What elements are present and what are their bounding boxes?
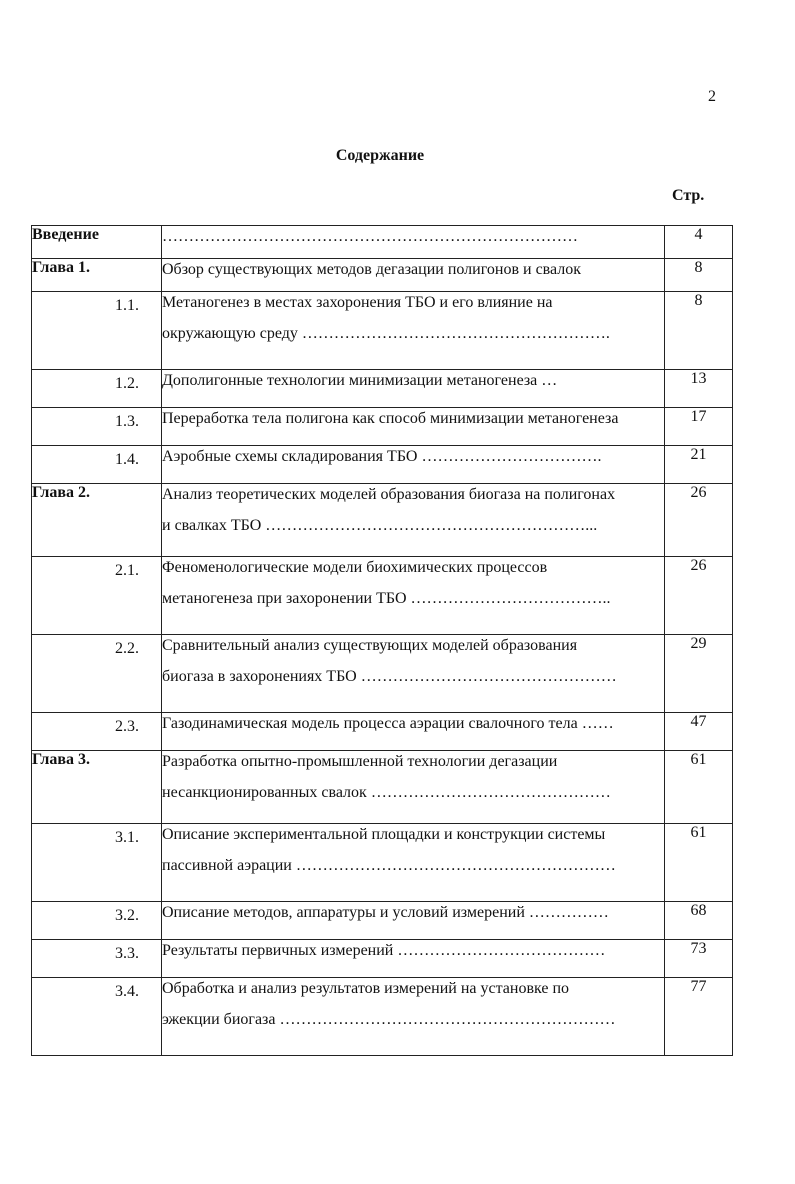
table-row — [32, 635, 733, 713]
section-title-line: Обработка и анализ результатов измерений на установке по — [162, 980, 570, 997]
table-row — [32, 940, 733, 978]
section-title — [162, 226, 665, 259]
section-title-line: Газодинамическая модель процесса аэрации свалочного тела …… — [162, 715, 614, 732]
section-title — [162, 259, 665, 292]
section-number: 1.4. — [32, 446, 162, 484]
section-title — [162, 902, 665, 940]
section-title-line: Описание экспериментальной площадки и конструкции системы — [162, 826, 606, 843]
table-row — [32, 370, 733, 408]
table-row — [32, 824, 733, 902]
section-page-number: 8 — [665, 259, 733, 292]
section-page-number: 61 — [665, 824, 733, 902]
table-row — [32, 713, 733, 751]
section-page-number: 4 — [665, 226, 733, 259]
section-number: 2.1. — [32, 557, 162, 635]
section-title — [162, 484, 665, 557]
section-title-line: Феноменологические модели биохимических процессов — [162, 559, 548, 576]
section-number: Глава 2. — [32, 484, 162, 557]
table-row — [32, 751, 733, 824]
section-page-number: 29 — [665, 635, 733, 713]
section-number: 1.1. — [32, 292, 162, 370]
section-title-line: Метаногенез в местах захоронения ТБО и его влияние на — [162, 294, 553, 311]
section-title — [162, 824, 665, 902]
table-row — [32, 259, 733, 292]
table-of-contents — [31, 225, 733, 1056]
page-title: Содержание — [335, 147, 425, 164]
section-number: 3.3. — [32, 940, 162, 978]
section-page-number: 13 — [665, 370, 733, 408]
section-page-number: 8 — [665, 292, 733, 370]
section-title-line: Результаты первичных измерений ………………………………… — [162, 942, 606, 959]
section-number: 3.4. — [32, 978, 162, 1056]
section-title — [162, 408, 665, 446]
section-number: Глава 3. — [32, 751, 162, 824]
section-title-line: пассивной аэрации …………………………………………………… — [162, 857, 616, 874]
section-number: Введение — [32, 226, 162, 259]
section-title — [162, 557, 665, 635]
section-title-line: Описание методов, аппаратуры и условий измерений …………… — [162, 904, 609, 921]
section-page-number: 61 — [665, 751, 733, 824]
table-row — [32, 292, 733, 370]
section-number: 1.3. — [32, 408, 162, 446]
section-page-number: 17 — [665, 408, 733, 446]
section-title-line: Анализ теоретических моделей образования биогаза на полигонах — [162, 486, 616, 503]
section-number: 2.2. — [32, 635, 162, 713]
section-page-number: 77 — [665, 978, 733, 1056]
section-title — [162, 940, 665, 978]
section-title-line: Обзор существующих методов дегазации полигонов и свалок — [162, 261, 582, 278]
section-title-line: Сравнительный анализ существующих моделей образования — [162, 637, 578, 654]
section-title-line: биогаза в захоронениях ТБО ………………………………………… — [162, 668, 617, 685]
section-title-line: Аэробные схемы складирования ТБО ……………………………. — [162, 448, 602, 465]
section-title-line: …………………………………………………………………… — [162, 228, 578, 245]
table-row — [32, 978, 733, 1056]
table-row — [32, 484, 733, 557]
section-title — [162, 751, 665, 824]
section-title-line: несанкционированных свалок ……………………………………… — [162, 784, 611, 801]
section-title — [162, 370, 665, 408]
table-row — [32, 226, 733, 259]
section-title-line: Разработка опытно-промышленной технологии дегазации — [162, 753, 558, 770]
section-number: Глава 1. — [32, 259, 162, 292]
section-page-number: 68 — [665, 902, 733, 940]
section-title — [162, 978, 665, 1056]
table-row — [32, 902, 733, 940]
section-page-number: 26 — [665, 484, 733, 557]
page-number: 2 — [708, 88, 716, 105]
table-row — [32, 557, 733, 635]
section-page-number: 26 — [665, 557, 733, 635]
section-number: 3.1. — [32, 824, 162, 902]
section-title — [162, 292, 665, 370]
table-row — [32, 408, 733, 446]
section-number: 2.3. — [32, 713, 162, 751]
section-page-number: 21 — [665, 446, 733, 484]
section-page-number: 73 — [665, 940, 733, 978]
section-number: 1.2. — [32, 370, 162, 408]
section-title — [162, 635, 665, 713]
section-title — [162, 446, 665, 484]
section-title — [162, 713, 665, 751]
section-title-line: эжекции биогаза ……………………………………………………… — [162, 1011, 616, 1028]
section-title-line: Переработка тела полигона как способ минимизации метаногенеза — [162, 410, 619, 427]
section-page-number: 47 — [665, 713, 733, 751]
page-column-label: Стр. — [672, 187, 705, 204]
section-title-line: и свалках ТБО ……………………………………………………... — [162, 517, 598, 534]
section-title-line: Дополигонные технологии минимизации метаногенеза … — [162, 372, 558, 389]
section-title-line: метаногенеза при захоронении ТБО ……………………………….. — [162, 590, 611, 607]
table-row — [32, 446, 733, 484]
section-number: 3.2. — [32, 902, 162, 940]
section-title-line: окружающую среду …………………………………………………. — [162, 325, 610, 342]
